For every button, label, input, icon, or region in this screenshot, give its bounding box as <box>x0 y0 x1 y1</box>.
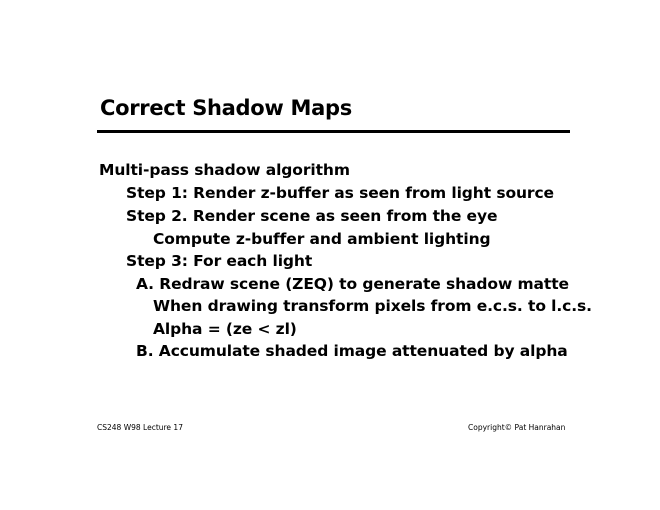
bullet-level-3: B. Accumulate shaded image attenuated by alpha <box>136 342 568 360</box>
bullet-level-4: When drawing transform pixels from e.c.s. to l.c.s. <box>153 297 592 315</box>
title-underline <box>97 130 570 133</box>
slide-title: Correct Shadow Maps <box>100 96 352 120</box>
bullet-level-3: A. Redraw scene (ZEQ) to generate shadow matte <box>136 275 569 293</box>
bullet-level-3: Compute z-buffer and ambient lighting <box>153 230 491 248</box>
footer-copyright: Copyright© Pat Hanrahan <box>468 423 566 432</box>
bullet-level-4: Alpha = (ze < zl) <box>153 320 297 338</box>
bullet-level-2: Step 3: For each light <box>126 252 313 270</box>
bullet-level-1: Multi-pass shadow algorithm <box>99 161 350 179</box>
bullet-level-2: Step 1: Render z-buffer as seen from light source <box>126 184 554 202</box>
bullet-level-2: Step 2. Render scene as seen from the eye <box>126 207 498 225</box>
footer-course-label: CS248 W98 Lecture 17 <box>97 423 183 432</box>
